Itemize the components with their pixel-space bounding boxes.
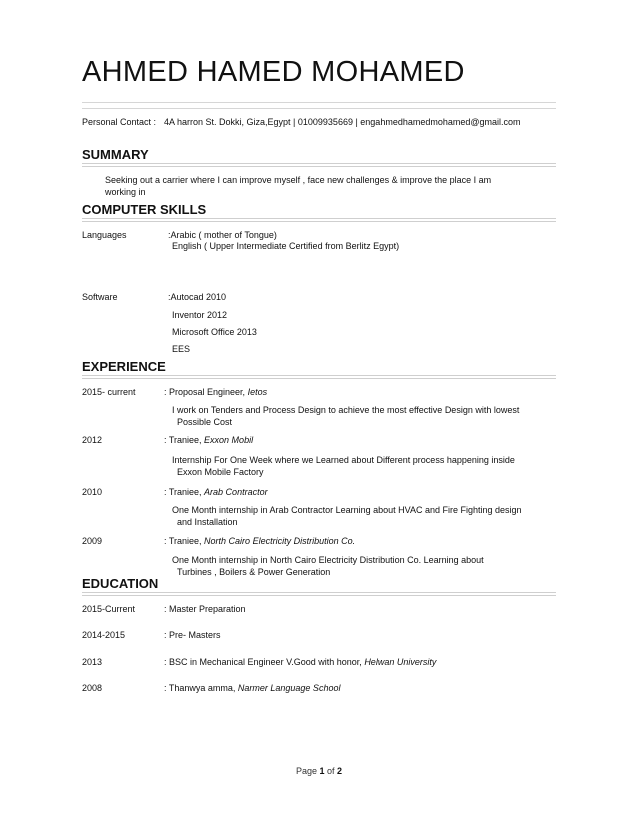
language-item: English ( Upper Intermediate Certified from Berlitz Egypt)	[172, 241, 400, 251]
experience-description: One Month internship in North Cairo Electricity Distribution Co. Learning about	[172, 555, 484, 565]
summary-line-1: Seeking out a carrier where I can improve myself , face new challenges & improve the place I am	[105, 175, 492, 185]
institution-name: Helwan University	[364, 657, 437, 667]
experience-description: Exxon Mobile Factory	[177, 467, 264, 477]
summary-heading: SUMMARY	[82, 147, 149, 162]
experience-role	[164, 434, 253, 446]
education-date: 2014-2015	[82, 630, 126, 640]
header-rule-2	[82, 108, 556, 109]
experience-rule	[82, 375, 556, 379]
experience-role	[164, 535, 355, 547]
software-label: Software	[82, 292, 118, 302]
role-title: : Traniee,	[164, 536, 202, 546]
experience-description: One Month internship in Arab Contractor Learning about HVAC and Fire Fighting design	[172, 505, 522, 515]
of-word: of	[327, 766, 335, 776]
experience-date: 2010	[82, 487, 103, 497]
education-date: 2015-Current	[82, 604, 136, 614]
total-page-number: 2	[337, 766, 343, 776]
software-item: Inventor 2012	[172, 310, 228, 320]
experience-description: I work on Tenders and Process Design to achieve the most effective Design with lowest	[172, 405, 520, 415]
experience-date: 2012	[82, 435, 103, 445]
experience-description: and Installation	[177, 517, 238, 527]
education-entry	[164, 682, 340, 694]
experience-description: Turbines , Boilers & Power Generation	[177, 567, 331, 577]
employer-name: North Cairo Electricity Distribution Co.	[204, 536, 356, 546]
personal-contact	[82, 117, 521, 127]
experience-date: 2009	[82, 536, 103, 546]
degree-text: : BSC in Mechanical Engineer V.Good with honor,	[164, 657, 362, 667]
education-date: 2008	[82, 683, 103, 693]
experience-heading: EXPERIENCE	[82, 359, 166, 374]
role-title: : Traniee,	[164, 435, 202, 445]
experience-role	[164, 486, 268, 498]
page-word: Page	[295, 766, 317, 776]
role-title: : Traniee,	[164, 487, 202, 497]
current-page-number: 1	[319, 766, 325, 776]
experience-date: 2015- current	[82, 387, 136, 397]
experience-role	[164, 386, 267, 398]
education-entry: : Master Preparation	[164, 604, 246, 614]
education-date: 2013	[82, 657, 103, 667]
employer-name: Exxon Mobil	[204, 435, 254, 445]
language-item: :Arabic ( mother of Tongue)	[168, 230, 277, 240]
page-footer	[0, 766, 638, 776]
languages-label: Languages	[82, 230, 127, 240]
summary-rule	[82, 163, 556, 167]
contact-value: 4A harron St. Dokki, Giza,Egypt | 01009935669 | engahmedhamedmohamed@gmail.com	[164, 117, 521, 127]
degree-text: : Thanwya amma,	[164, 683, 236, 693]
skills-rule	[82, 218, 556, 222]
employer-name: Ietos	[247, 387, 268, 397]
education-heading: EDUCATION	[82, 576, 159, 591]
experience-description: Internship For One Week where we Learned about Different process happening inside	[172, 455, 515, 465]
education-entry: : Pre- Masters	[164, 630, 221, 640]
computer-skills-heading: COMPUTER SKILLS	[82, 202, 207, 217]
institution-name: Narmer Language School	[237, 683, 341, 693]
software-item: :Autocad 2010	[168, 292, 227, 302]
education-rule	[82, 592, 556, 596]
software-item: EES	[172, 344, 191, 354]
header-rule	[82, 102, 556, 103]
candidate-name: AHMED HAMED MOHAMED	[82, 56, 465, 88]
contact-label: Personal Contact :	[82, 117, 157, 127]
education-entry	[164, 656, 436, 668]
employer-name: Arab Contractor	[204, 487, 268, 497]
experience-description: Possible Cost	[177, 417, 233, 427]
software-item: Microsoft Office 2013	[172, 327, 257, 337]
role-title: : Proposal Engineer,	[164, 387, 246, 397]
summary-line-2: working in	[105, 187, 146, 197]
